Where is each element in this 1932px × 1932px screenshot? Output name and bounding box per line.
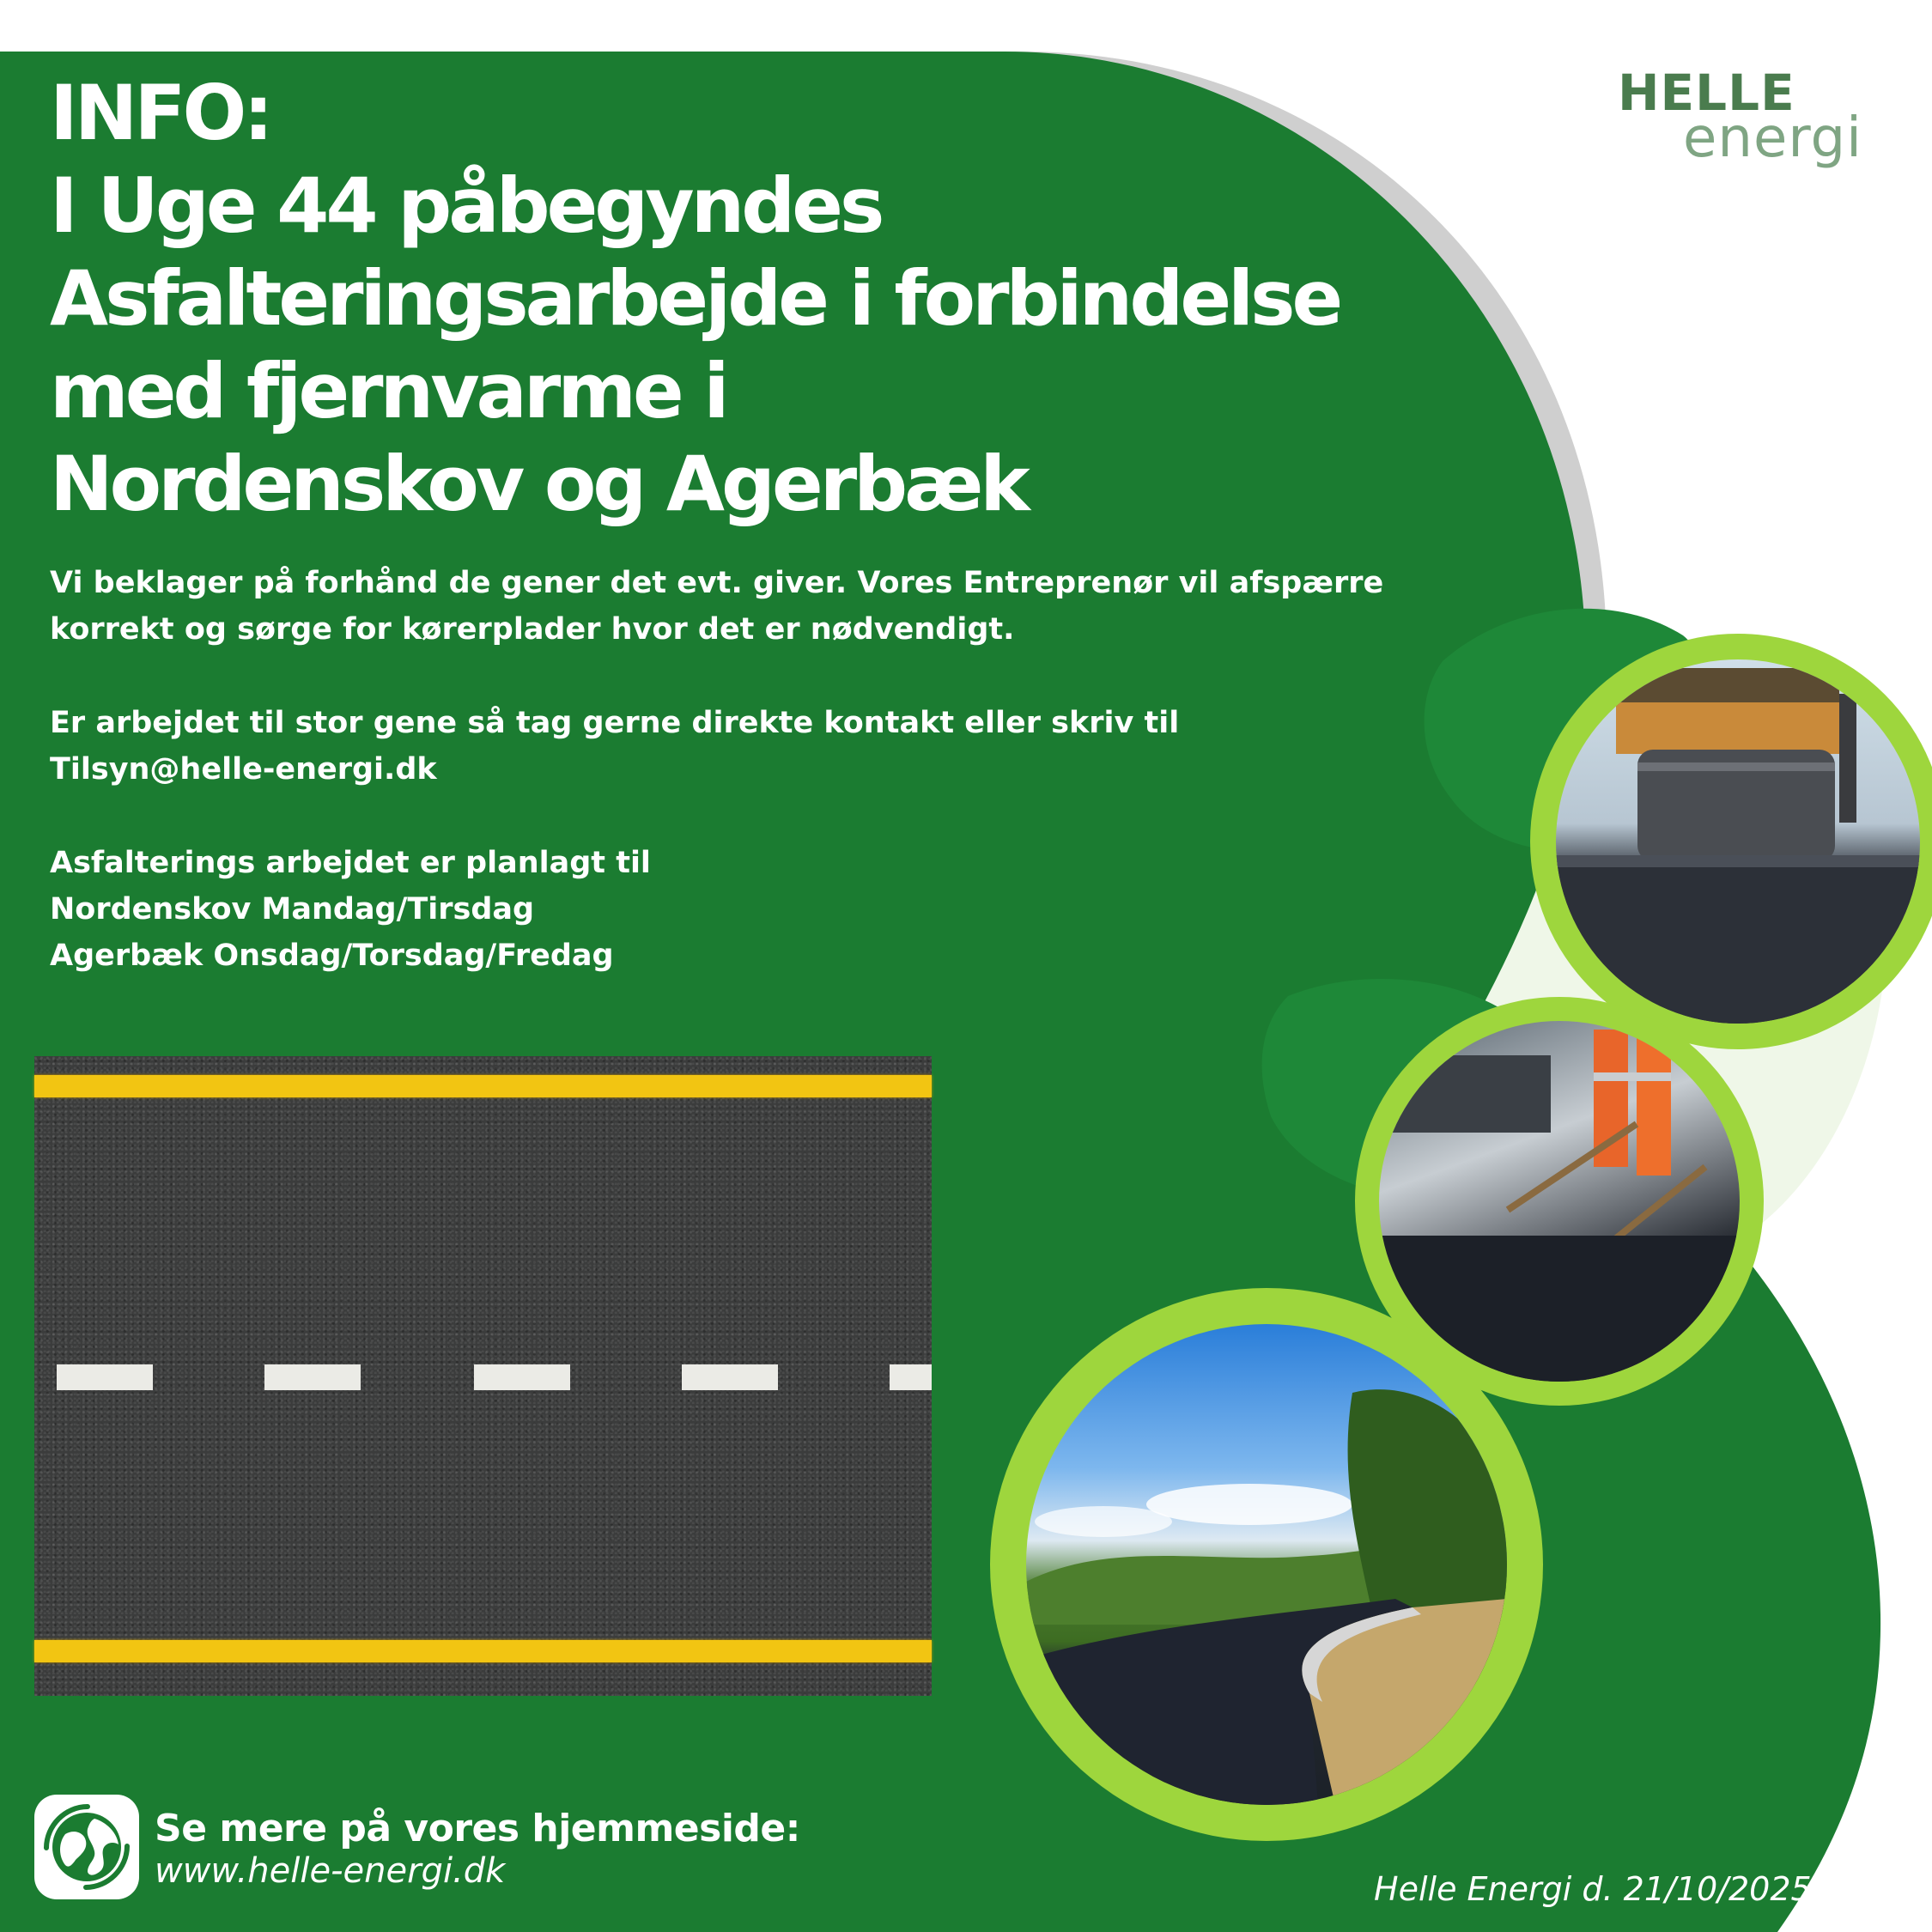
road-roller-scene [1556, 659, 1920, 1024]
logo-line-2: energi [1683, 106, 1862, 170]
road-yellow-line-bottom [34, 1640, 932, 1662]
issue-date: Helle Energi d. 21/10/2025 [1374, 1870, 1812, 1908]
photo-road-roller [1556, 659, 1920, 1024]
apology-paragraph [50, 560, 1441, 653]
road-dash [57, 1364, 153, 1390]
logo-line-1: HELLE [1618, 64, 1795, 122]
schedule-paragraph [50, 840, 1441, 979]
website-link[interactable]: www.helle-energi.dk [155, 1851, 506, 1891]
schedule-agerbaek: Agerbæk Onsdag/Torsdag/Fredag [50, 939, 614, 973]
headline-line-4: med fjernvarme i [50, 347, 726, 435]
headline-line-5: Nordenskov og Agerbæk [50, 440, 1027, 528]
new-road-scene [1026, 1324, 1507, 1805]
schedule-intro: Asfalterings arbejdet er planlagt til [50, 846, 651, 880]
contact-paragraph [50, 700, 1441, 793]
helle-energi-logo [1614, 64, 1862, 175]
contact-line-1: Er arbejdet til stor gene så tag gerne direkte kontakt eller skriv til [50, 706, 1180, 740]
road-image [34, 1056, 932, 1696]
contact-email[interactable]: Tilsyn@helle-energi.dk [50, 752, 437, 787]
cta-title: Se mere på vores hjemmeside: [155, 1807, 800, 1850]
photo-new-road [1026, 1324, 1507, 1805]
road-dash [264, 1364, 361, 1390]
headline-line-2: I Uge 44 påbegyndes [50, 161, 882, 250]
headline-line-1: INFO: [50, 69, 270, 157]
apology-line-1: Vi beklager på forhånd de gener det evt. giver. Vores Entreprenør vil afspærre [50, 566, 1384, 600]
road-dash [890, 1364, 932, 1390]
road-dash [682, 1364, 778, 1390]
website-badge [34, 1795, 139, 1899]
schedule-nordenskov: Nordenskov Mandag/Tirsdag [50, 892, 535, 927]
road-yellow-line-top [34, 1075, 932, 1097]
headline-line-3: Asfalteringsarbejde i forbindelse [50, 254, 1340, 343]
apology-line-2: korrekt og sørge for kørerplader hvor det er nødvendigt. [50, 612, 1015, 647]
road-dash [474, 1364, 570, 1390]
globe-icon [34, 1795, 139, 1899]
headline [50, 67, 1458, 531]
